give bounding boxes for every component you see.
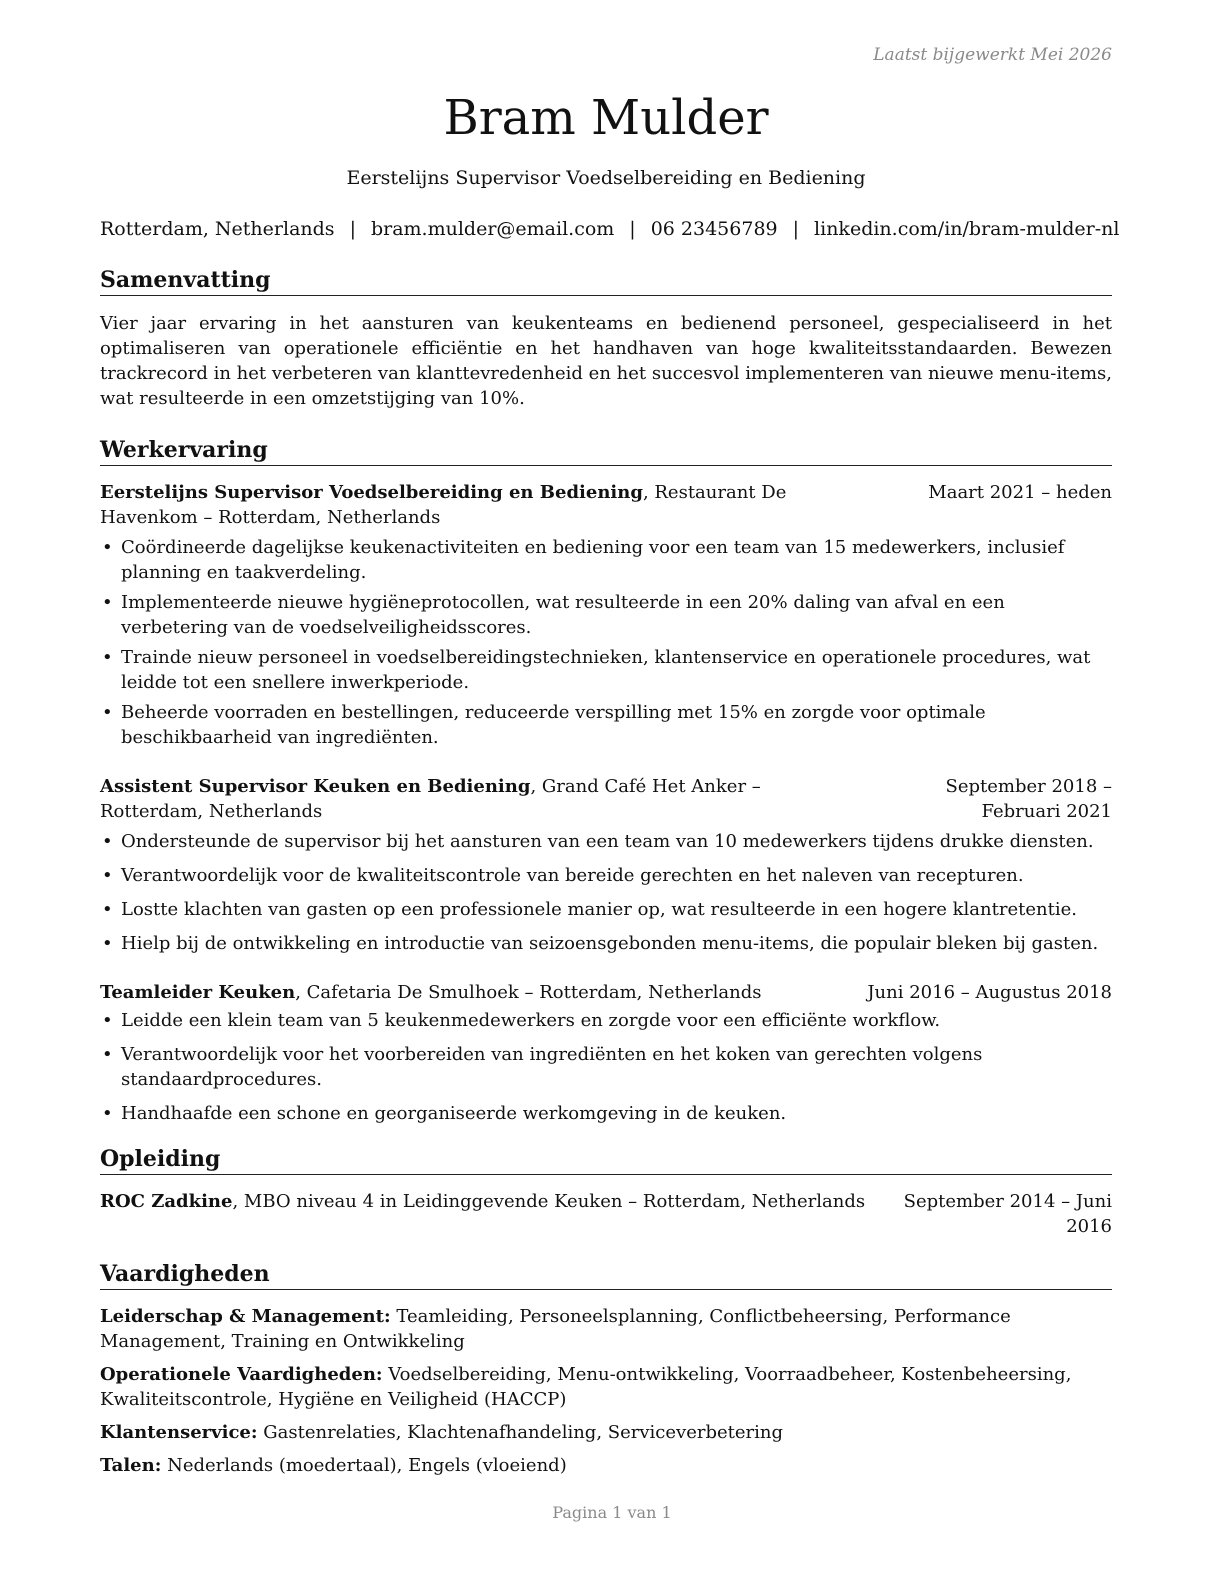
candidate-name: Bram Mulder (443, 90, 769, 146)
job-bullet: • Hielp bij de ontwikkeling en introductie van seizoensgebonden menu-items, die populair bleken bij gasten. (100, 931, 1112, 956)
contact-separator: | (349, 218, 356, 240)
section-heading-education: Opleiding (100, 1146, 1112, 1175)
job-employer: , Cafetaria De Smulhoek – Rotterdam, Netherlands (295, 982, 762, 1003)
job-bullets (100, 1008, 1112, 1126)
summary-section (100, 267, 1112, 411)
job-employer: , Restaurant De Havenkom – Rotterdam, Netherlands (100, 482, 787, 528)
contact-location: Rotterdam, Netherlands (100, 218, 335, 240)
contact-separator: | (629, 218, 636, 240)
skill-label: Talen: (100, 1455, 162, 1476)
contact-email[interactable]: bram.mulder@email.com (370, 218, 615, 240)
education-dates: September 2014 – Juni 2016 (903, 1191, 1112, 1237)
job-heading (100, 980, 761, 1005)
skill-text: Nederlands (moedertaal), Engels (vloeiend) (161, 1455, 567, 1476)
job-title: Teamleider Keuken (100, 982, 296, 1003)
job-header (100, 480, 1112, 530)
section-heading-experience: Werkervaring (100, 437, 1112, 466)
job-bullet: • Verantwoordelijk voor het voorbereiden van ingrediënten en het koken van gerechten volgens standaardprocedures. (100, 1042, 1112, 1092)
job-bullet: • Beheerde voorraden en bestellingen, reduceerde verspilling met 15% en zorgde voor optimale beschikbaarheid van ingrediënten. (100, 700, 1112, 750)
job-bullets (100, 829, 1112, 956)
education-heading (100, 1189, 865, 1239)
job-bullet: • Verantwoordelijk voor de kwaliteitscontrole van bereide gerechten en het naleven van recepturen. (100, 863, 1112, 888)
skill-text: Voedselbereiding, Menu-ontwikkeling, Voorraadbeheer, Kostenbeheersing, Kwaliteitscontrole, Hygiëne en Veiligheid (HACCP) (100, 1364, 1072, 1410)
job-entry (100, 774, 1112, 956)
job-subtitle: Eerstelijns Supervisor Voedselbereiding en Bediening (346, 167, 866, 189)
skill-group (100, 1420, 1112, 1445)
contact-separator: | (792, 218, 800, 240)
job-bullet: • Ondersteunde de supervisor bij het aansturen van een team van 10 medewerkers tijdens drukke diensten. (100, 829, 1112, 854)
skill-group (100, 1304, 1112, 1354)
job-title: Assistent Supervisor Keuken en Bediening (100, 776, 531, 797)
skill-label: Leiderschap & Management: (100, 1306, 391, 1327)
contact-phone[interactable]: 06 23456789 (650, 218, 778, 240)
education-details: , MBO niveau 4 in Leidinggevende Keuken – Rotterdam, Netherlands (232, 1191, 866, 1212)
job-entry (100, 480, 1112, 750)
education-entry (100, 1189, 1112, 1239)
last-updated: Laatst bijgewerkt Mei 2026 (873, 45, 1112, 65)
section-heading-summary: Samenvatting (100, 267, 1112, 296)
skill-text: Teamleiding, Personeelsplanning, Conflictbeheersing, Performance Management, Training en Ontwikkeling (100, 1306, 1011, 1352)
job-bullet: • Coördineerde dagelijkse keukenactiviteiten en bediening voor een team van 15 medewerkers, inclusief planning en taakverdeling. (100, 535, 1112, 585)
summary-text: Vier jaar ervaring in het aansturen van keukenteams en bedienend personeel, gespecialiseerd in het optimaliseren van operationele efficiëntie en het handhaven van hoge kwaliteitsstandaarden. Bewezen trackrecord in het verbeteren van klanttevredenheid en het succesvol implementeren van nieuwe menu-items, wat resulteerde in een omzetstijging van 10%. (100, 313, 1112, 409)
skill-text: Gastenrelaties, Klachtenafhandeling, Serviceverbetering (257, 1422, 783, 1443)
job-heading (100, 774, 860, 824)
skills-section (100, 1261, 1112, 1478)
job-bullet: • Handhaafde een schone en georganiseerde werkomgeving in de keuken. (100, 1101, 1112, 1126)
job-header (100, 774, 1112, 824)
contact-linkedin[interactable]: linkedin.com/in/bram-mulder-nl (814, 218, 1120, 240)
contact-line (100, 217, 1120, 241)
job-dates: Maart 2021 – heden (928, 482, 1112, 503)
skills-list (100, 1304, 1112, 1478)
job-bullet: • Trainde nieuw personeel in voedselbereidingstechnieken, klantenservice en operationele procedures, wat leidde tot een snellere inwerkperiode. (100, 645, 1112, 695)
skill-group (100, 1362, 1112, 1412)
job-dates: September 2018 – Februari 2021 (945, 776, 1112, 822)
education-header (100, 1189, 1112, 1239)
job-dates: Juni 2016 – Augustus 2018 (867, 982, 1112, 1003)
experience-section (100, 437, 1112, 1126)
job-bullet: • Implementeerde nieuwe hygiëneprotocollen, wat resulteerde in een 20% daling van afval en een verbetering van de voedselveiligheidsscores. (100, 590, 1112, 640)
education-school: ROC Zadkine (100, 1191, 233, 1212)
job-entry (100, 980, 1112, 1126)
job-heading (100, 480, 880, 530)
job-employer: , Grand Café Het Anker – Rotterdam, Netherlands (100, 776, 761, 822)
job-bullets (100, 535, 1112, 750)
education-section (100, 1146, 1112, 1239)
job-header (100, 980, 1112, 1005)
page-footer: Pagina 1 van 1 (552, 1503, 672, 1522)
skill-group (100, 1453, 1112, 1478)
job-bullet: • Lostte klachten van gasten op een professionele manier op, wat resulteerde in een hogere klantretentie. (100, 897, 1112, 922)
skill-label: Klantenservice: (100, 1422, 258, 1443)
job-bullet: • Leidde een klein team van 5 keukenmedewerkers en zorgde voor een efficiënte workflow. (100, 1008, 1112, 1033)
job-title: Eerstelijns Supervisor Voedselbereiding en Bediening (100, 482, 643, 503)
section-heading-skills: Vaardigheden (100, 1261, 1112, 1290)
skill-label: Operationele Vaardigheden: (100, 1364, 383, 1385)
